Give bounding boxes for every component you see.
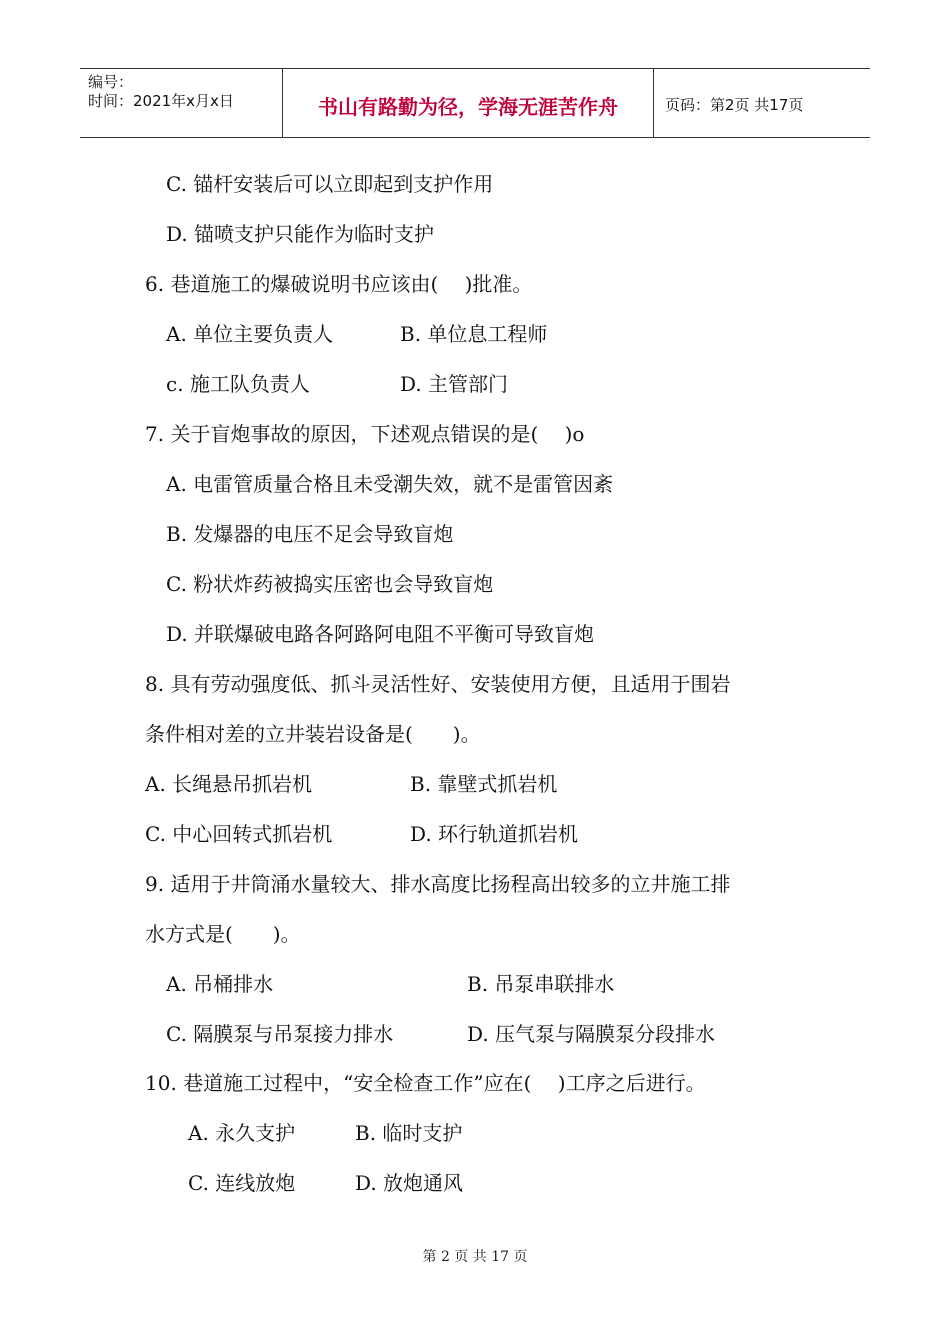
q9-option-c: C. 隔膜泵与吊泵接力排水 (166, 1022, 394, 1046)
q8-option-b: B. 靠壁式抓岩机 (410, 772, 558, 796)
q7-option-c: C. 粉状炸药被捣实压密也会导致盲炮 (166, 572, 494, 596)
q10-option-d: D. 放炮通风 (355, 1171, 464, 1195)
header-page-info: 页码：第2页 共17页 (665, 96, 804, 114)
q8-option-c: C. 中心回转式抓岩机 (145, 822, 333, 846)
q6-option-c: c. 施工队负责人 (166, 372, 310, 396)
q7-option-b: B. 发爆器的电压不足会导致盲炮 (166, 522, 454, 546)
q8-option-a: A. 长绳悬吊抓岩机 (145, 772, 313, 796)
q6-option-b: B. 单位息工程师 (400, 322, 548, 346)
q5-option-d: D. 锚喷支护只能作为临时支护 (166, 222, 435, 246)
header-page-cell (655, 69, 870, 137)
q6-option-a: A. 单位主要负责人 (166, 322, 334, 346)
question-8-stem-line-2: 条件相对差的立井装岩设备是( )。 (145, 722, 481, 746)
question-10-stem: 10. 巷道施工过程中，“安全检查工作”应在( )工序之后进行。 (145, 1071, 706, 1095)
q7-option-d: D. 并联爆破电路各阿路阿电阻不平衡可导致盲炮 (166, 622, 595, 646)
document-number-label: 编号： (88, 73, 134, 91)
question-9-stem-line-1: 9. 适用于井筒涌水量较大、排水高度比扬程高出较多的立井施工排 (145, 872, 731, 896)
q10-option-a: A. 永久支护 (188, 1121, 296, 1145)
header-motto-cell (283, 69, 654, 137)
q8-option-d: D. 环行轨道抓岩机 (410, 822, 579, 846)
q10-option-b: B. 临时支护 (355, 1121, 463, 1145)
document-time-label: 时间：2021年x月x日 (88, 92, 234, 110)
q9-option-d: D. 压气泵与隔膜泵分段排水 (467, 1022, 716, 1046)
question-9-stem-line-2: 水方式是( )。 (145, 922, 301, 946)
q7-option-a: A. 电雷管质量合格且未受潮失效，就不是雷管因紊 (166, 472, 614, 496)
question-6-stem: 6. 巷道施工的爆破说明书应该由( )批准。 (145, 272, 533, 296)
q9-option-b: B. 吊泵串联排水 (467, 972, 615, 996)
q9-option-a: A. 吊桶排水 (166, 972, 274, 996)
header-motto: 书山有路勤为径，学海无涯苦作舟 (318, 95, 618, 119)
page-header (80, 68, 870, 138)
question-7-stem: 7. 关于盲炮事故的原因，下述观点错误的是( )o (145, 422, 585, 446)
question-8-stem-line-1: 8. 具有劳动强度低、抓斗灵活性好、安装使用方便，且适用于围岩 (145, 672, 731, 696)
header-meta-cell (80, 69, 283, 137)
page-footer: 第 2 页 共 17 页 (422, 1249, 528, 1265)
q10-option-c: C. 连线放炮 (188, 1171, 296, 1195)
q6-option-d: D. 主管部门 (400, 372, 509, 396)
q5-option-c: C. 锚杆安装后可以立即起到支护作用 (166, 172, 494, 196)
